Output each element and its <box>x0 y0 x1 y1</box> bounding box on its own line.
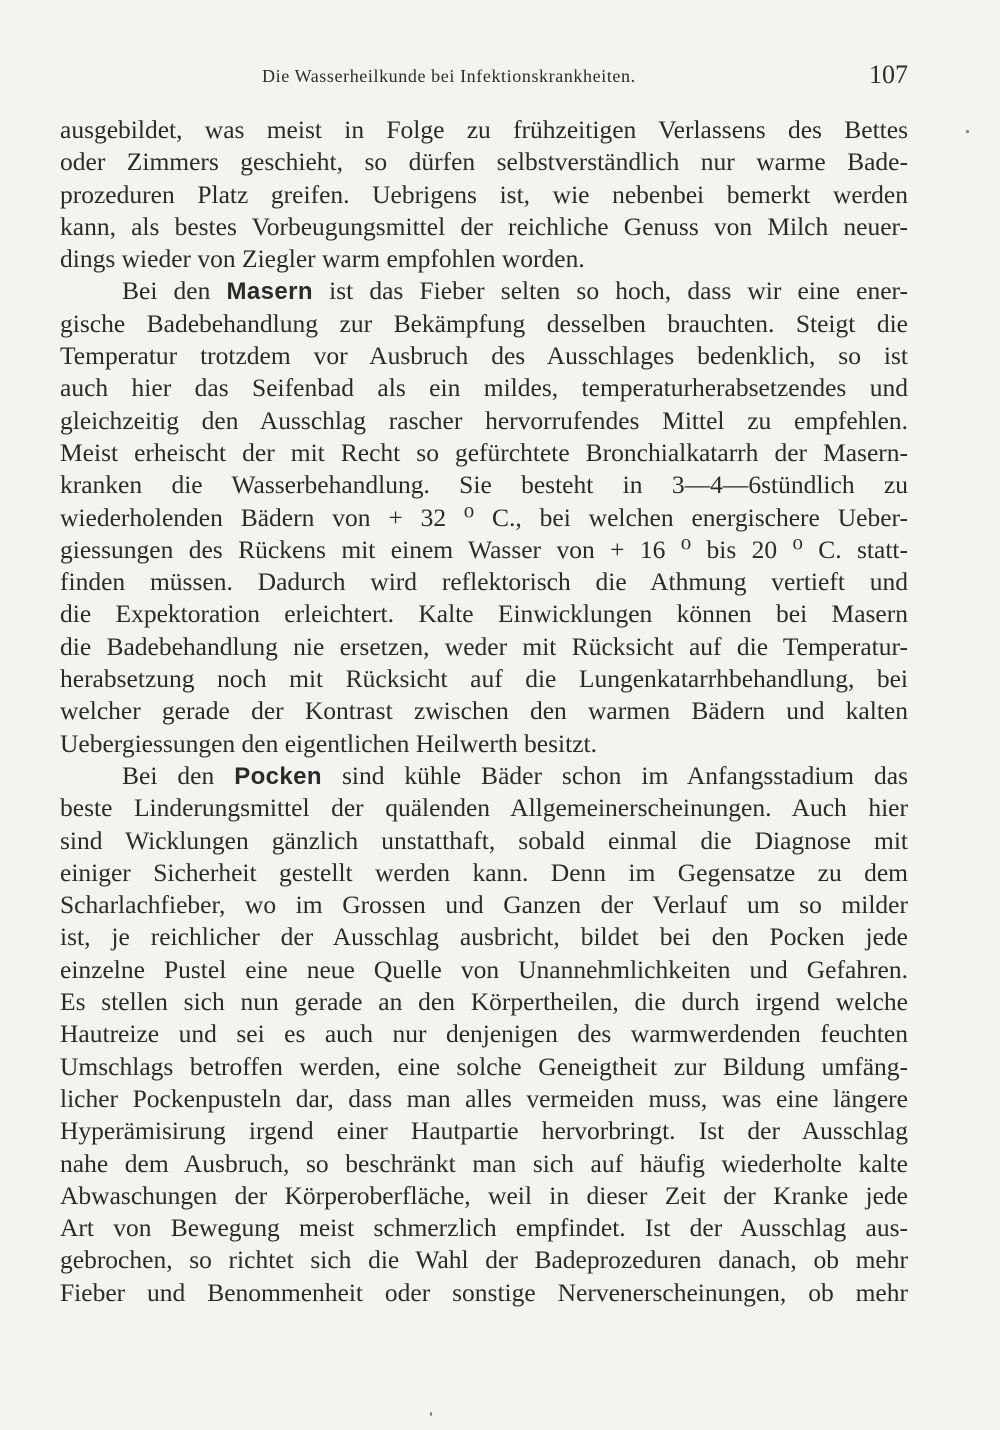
text-line-first <box>60 760 908 792</box>
text-line: finden müssen. Dadurch wird reflektorisch die Athmung vertieft und <box>60 567 908 597</box>
text-line: Hyperämisirung irgend einer Hautpartie hervorbringt. Ist der Ausschlag <box>60 1116 908 1146</box>
paragraph-continuation <box>60 114 908 275</box>
running-title: Die Wasserheilkunde bei Infektionskrankheiten. <box>262 66 636 86</box>
print-speck <box>966 130 969 133</box>
text-line: dings wieder von Ziegler warm empfohlen worden. <box>60 244 585 274</box>
text-line: ist, je reichlicher der Ausschlag ausbricht, bildet bei den Pocken jede <box>60 922 908 952</box>
text-line: Uebergiessungen den eigentlichen Heilwerth besitzt. <box>60 728 597 758</box>
keyword-masern: Masern <box>226 278 313 306</box>
text-line: Scharlachfieber, wo im Grossen und Ganzen der Verlauf um so milder <box>60 890 908 920</box>
text-line: oder Zimmers geschieht, so dürfen selbstverständlich nur warme Bade- <box>60 147 908 177</box>
text-line: gische Badebehandlung zur Bekämpfung desselben brauchten. Steigt die <box>60 308 908 338</box>
text-line: einzelne Pustel eine neue Quelle von Unannehmlichkeiten und Gefahren. <box>60 954 908 984</box>
text-line: sind Wicklungen gänzlich unstatthaft, sobald einmal die Diagnose mit <box>60 825 908 855</box>
text-run: Bei den <box>122 276 227 306</box>
text-line: gebrochen, so richtet sich die Wahl der Badeprozeduren danach, ob mehr <box>60 1245 908 1275</box>
text-line: auch hier das Seifenbad als ein mildes, temperaturherabsetzendes und <box>60 373 908 403</box>
text-line: ausgebildet, was meist in Folge zu frühzeitigen Verlassens des Bettes <box>60 115 908 144</box>
text-line: Fieber und Benommenheit oder sonstige Nervenerscheinungen, ob mehr <box>60 1277 908 1307</box>
text-line: einiger Sicherheit gestellt werden kann. Denn im Gegensatze zu dem <box>60 857 908 887</box>
text-run: Bei den <box>122 760 235 790</box>
body-text <box>60 114 908 1309</box>
text-line: kann, als bestes Vorbeugungsmittel der reichliche Genuss von Milch neuer- <box>60 211 908 241</box>
text-line: die Expektoration erleichtert. Kalte Einwicklungen können bei Masern <box>60 599 908 629</box>
text-line: Meist erheischt der mit Recht so gefürchtete Bronchialkatarrh der Masern- <box>60 437 908 467</box>
text-line: Abwaschungen der Körperoberfläche, weil in dieser Zeit der Kranke jede <box>60 1180 908 1210</box>
text-line: Temperatur trotzdem vor Ausbruch des Ausschlages bedenklich, so ist <box>60 341 908 371</box>
text-line: herabsetzung noch mit Rücksicht auf die Lungenkatarrhbehandlung, bei <box>60 664 908 694</box>
text-line: Art von Bewegung meist schmerzlich empfindet. Ist der Ausschlag aus- <box>60 1213 908 1243</box>
text-line: beste Linderungsmittel der quälenden Allgemeinerscheinungen. Auch hier <box>60 793 908 823</box>
text-line: prozeduren Platz greifen. Uebrigens ist, wie nebenbei bemerkt werden <box>60 179 908 209</box>
text-line: licher Pockenpusteln dar, dass man alles vermeiden muss, was eine längere <box>60 1083 908 1113</box>
text-run: ist das Fieber selten so hoch, dass wir eine ener- <box>312 276 908 306</box>
text-line: nahe dem Ausbruch, so beschränkt man sich auf häufig wiederholte kalte <box>60 1148 908 1178</box>
page-number: 107 <box>869 60 908 89</box>
print-speck <box>430 1412 432 1416</box>
paragraph-masern <box>60 275 908 759</box>
page-header <box>262 60 908 106</box>
text-line: gleichzeitig den Ausschlag rascher hervorrufendes Mittel zu empfehlen. <box>60 405 908 435</box>
text-line: giessungen des Rückens mit einem Wasser von + 16 ⁰ bis 20 ⁰ C. statt- <box>60 534 908 564</box>
paragraph-pocken <box>60 760 908 1309</box>
text-line: kranken die Wasserbehandlung. Sie besteht in 3—4—6stündlich zu <box>60 470 908 500</box>
keyword-pocken: Pocken <box>234 762 322 790</box>
text-line: Es stellen sich nun gerade an den Körpertheilen, die durch irgend welche <box>60 987 908 1017</box>
text-line: Umschlags betroffen werden, eine solche Geneigtheit zur Bildung umfäng- <box>60 1051 908 1081</box>
text-run: sind kühle Bäder schon im Anfangsstadium das <box>321 760 908 790</box>
text-line: die Badebehandlung nie ersetzen, weder mit Rücksicht auf die Temperatur- <box>60 631 908 661</box>
text-line: welcher gerade der Kontrast zwischen den warmen Bädern und kalten <box>60 696 908 726</box>
text-line: Hautreize und sei es auch nur denjenigen des warmwerdenden feuchten <box>60 1019 908 1049</box>
text-line-first <box>60 275 908 307</box>
text-line: wiederholenden Bädern von + 32 ⁰ C., bei welchen energischere Ueber- <box>60 502 908 532</box>
